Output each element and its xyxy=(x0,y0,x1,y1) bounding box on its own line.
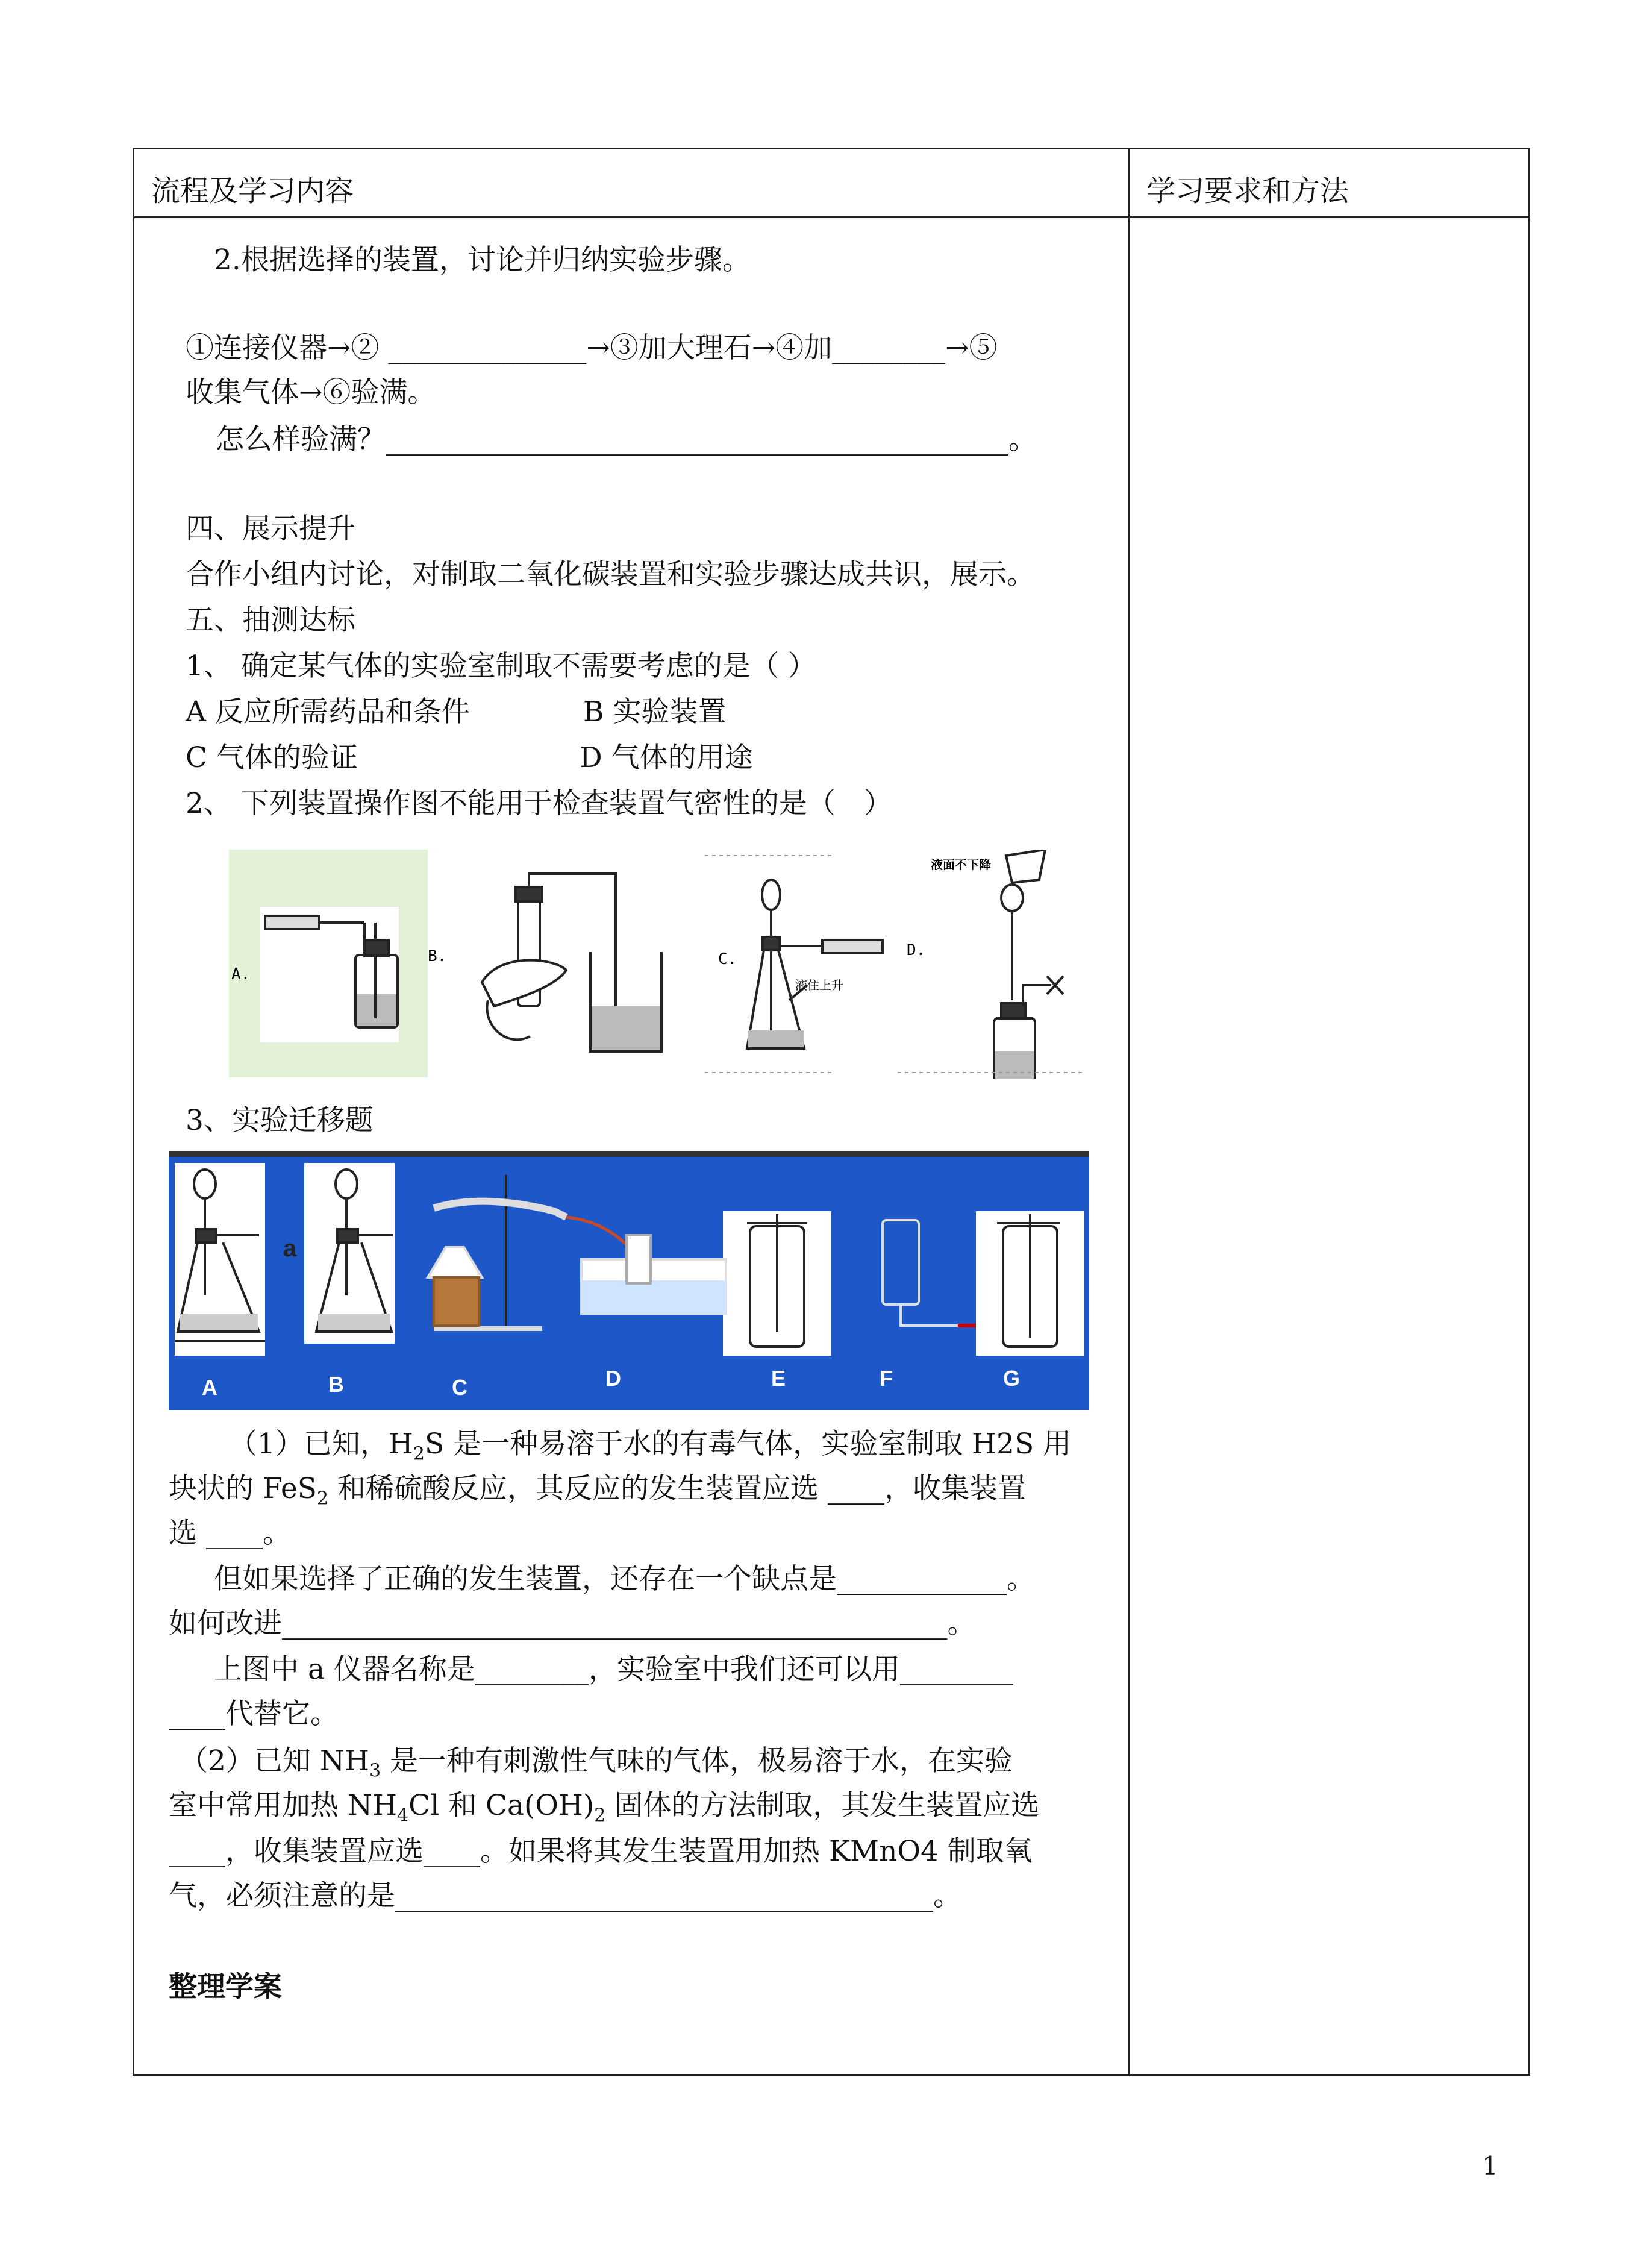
label-F: F xyxy=(880,1366,893,1391)
q2-line-4: 气，必须注意的是______________________________________。 xyxy=(169,1879,961,1912)
step-line-2: 收集气体→⑥验满。 xyxy=(186,376,436,409)
section-five: 五、抽测达标 xyxy=(186,604,355,637)
label-b: B. xyxy=(428,947,447,965)
p3: 选 ____。 xyxy=(169,1517,291,1550)
label-B: B xyxy=(328,1372,344,1397)
p4: 但如果选择了正确的发生装置，还存在一个缺点是____________。 xyxy=(214,1562,1035,1596)
label-a: A. xyxy=(231,965,251,983)
question-2: 2、 下列装置操作图不能用于检查装置气密性的是（ ） xyxy=(186,787,892,820)
summary-heading: 整理学案 xyxy=(169,1970,282,2003)
table-header xyxy=(134,149,1528,218)
question-3: 3、实验迁移题 xyxy=(186,1104,374,1137)
apparatus-figure xyxy=(169,1151,1089,1410)
label-G: G xyxy=(1003,1366,1021,1391)
label-E: E xyxy=(771,1366,786,1391)
airtightness-figure xyxy=(229,850,1084,1079)
note-c: 液住上升 xyxy=(795,978,843,992)
option-d: D 气体的用途 xyxy=(580,741,753,774)
option-b: B 实验装置 xyxy=(583,695,727,728)
question-1: 1、 确定某气体的实验室制取不需要考虑的是（ ） xyxy=(186,650,816,683)
option-c: C 气体的验证 xyxy=(186,741,358,774)
header-left: 流程及学习内容 xyxy=(151,174,354,208)
label-c: C. xyxy=(718,950,737,968)
p2: 块状的 FeS$_2$ 和稀硫酸反应，其反应的发生装置应选 ____，收集装置 xyxy=(169,1472,1026,1509)
section-four-text: 合作小组内讨论，对制取二氧化碳装置和实验步骤达成共识，展示。 xyxy=(186,558,1035,591)
p7: ____代替它。 xyxy=(169,1697,339,1731)
step-heading: 2.根据选择的装置，讨论并归纳实验步骤。 xyxy=(214,243,751,277)
verify-question: 怎么样验满？____________________________________________。 xyxy=(216,423,1037,456)
p6: 上图中 a 仪器名称是________，实验室中我们还可以用________ xyxy=(214,1653,1013,1686)
column-divider xyxy=(1128,149,1130,2074)
label-D: D xyxy=(605,1366,621,1391)
p1: （1）已知，$H_2S$ 是一种易溶于水的有毒气体，实验室制取 H2S 用 xyxy=(229,1427,1072,1465)
q2-line-1: （2）已知 $NH_3$ 是一种有刺激性气味的气体，极易溶于水，在实验 xyxy=(180,1744,1013,1782)
section-four: 四、展示提升 xyxy=(186,512,355,545)
q2-line-2: 室中常用加热 $NH_4Cl$ 和 $Ca(OH)_2$ 固体的方法制取，其发生装置应选 xyxy=(169,1789,1040,1826)
step-line-1: ①连接仪器→② ______________→③加大理石→④加________→⑤ xyxy=(186,331,998,365)
tag-a: a xyxy=(283,1235,297,1262)
p5: 如何改进_______________________________________________。 xyxy=(169,1607,976,1640)
header-right: 学习要求和方法 xyxy=(1146,174,1349,208)
page-number: 1 xyxy=(1482,2151,1498,2181)
label-A: A xyxy=(202,1375,217,1400)
label-d: D. xyxy=(907,941,926,959)
note-d: 液面不下降 xyxy=(931,857,991,872)
label-C: C xyxy=(452,1375,467,1400)
q2-line-3: ____，收集装置应选____。如果将其发生装置用加热 KMnO4 制取氧 xyxy=(169,1835,1033,1868)
option-a: A 反应所需药品和条件 xyxy=(186,695,470,728)
